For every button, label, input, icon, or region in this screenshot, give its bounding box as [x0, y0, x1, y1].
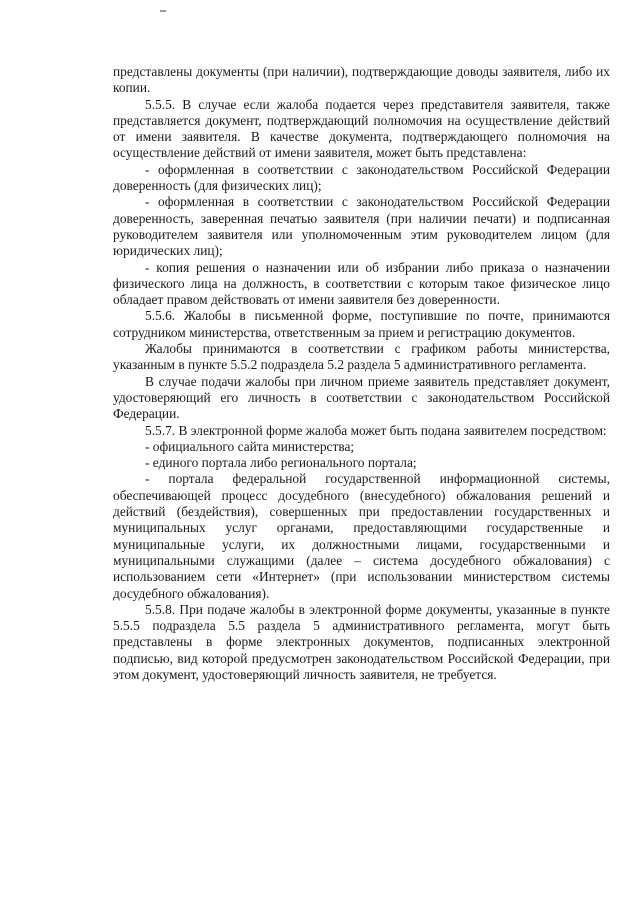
- document-body: [113, 64, 610, 683]
- paragraph: 5.5.5. В случае если жалоба подается через представителя заявителя, также представляется документ, подтверждающий полномочия на осуществление действий от имени заявителя. В качестве документа, подтверждающего полномочия на осуществление действий от имени заявителя, может быть представлена:: [113, 96, 610, 161]
- paragraph: 5.5.8. При подаче жалобы в электронной форме документы, указанные в пункте 5.5.5 подраздела 5.5 раздела 5 административного регламента, могут быть представлены в форме электронных документов, подписанных электронной подписью, вид которой предусмотрен законодательством Российской Федерации, при этом документ, удостоверяющий личность заявителя, не требуется.: [113, 601, 610, 682]
- scan-speck: [160, 10, 166, 12]
- list-item: - копия решения о назначении или об избрании либо приказа о назначении физического лица на должность, в соответствии с которым такое физическое лицо обладает правом действовать от имени заявителя без доверенности.: [113, 259, 610, 308]
- paragraph: В случае подачи жалобы при личном приеме заявитель представляет документ, удостоверяющий его личность в соответствии с законодательством Российской Федерации.: [113, 373, 610, 422]
- list-item: - официального сайта министерства;: [145, 438, 355, 454]
- list-item: - оформленная в соответствии с законодательством Российской Федерации доверенность (для физических лиц);: [113, 161, 610, 194]
- list-item: - оформленная в соответствии с законодательством Российской Федерации доверенность, заверенная печатью заявителя (при наличии печати) и подписанная руководителем заявителя или уполномоченным этим руководителем лицом (для юридических лиц);: [113, 194, 610, 259]
- paragraph: представлены документы (при наличии), подтверждающие доводы заявителя, либо их копии.: [113, 64, 610, 96]
- paragraph: 5.5.7. В электронной форме жалоба может быть подана заявителем посредством:: [145, 422, 607, 438]
- paragraph: 5.5.6. Жалобы в письменной форме, поступившие по почте, принимаются сотрудником министерства, ответственным за прием и регистрацию документов.: [113, 308, 610, 340]
- paragraph: Жалобы принимаются в соответствии с графиком работы министерства, указанным в пункте 5.5.2 подраздела 5.2 раздела 5 административного регламента.: [113, 341, 610, 373]
- list-item: - портала федеральной государственной информационной системы, обеспечивающей процесс досудебного (внесудебного) обжалования решений и действий (бездействия), совершенных при предоставлении государственных и муниципальных услуг органами, предоставляющими государственные и муниципальные услуги, их должностными лицами, государственными и муниципальными служащими (далее – система досудебного обжалования) с использованием сети «Интернет» (при использовании министерством системы досудебного обжалования).: [113, 471, 610, 601]
- list-item: - единого портала либо регионального портала;: [145, 455, 417, 471]
